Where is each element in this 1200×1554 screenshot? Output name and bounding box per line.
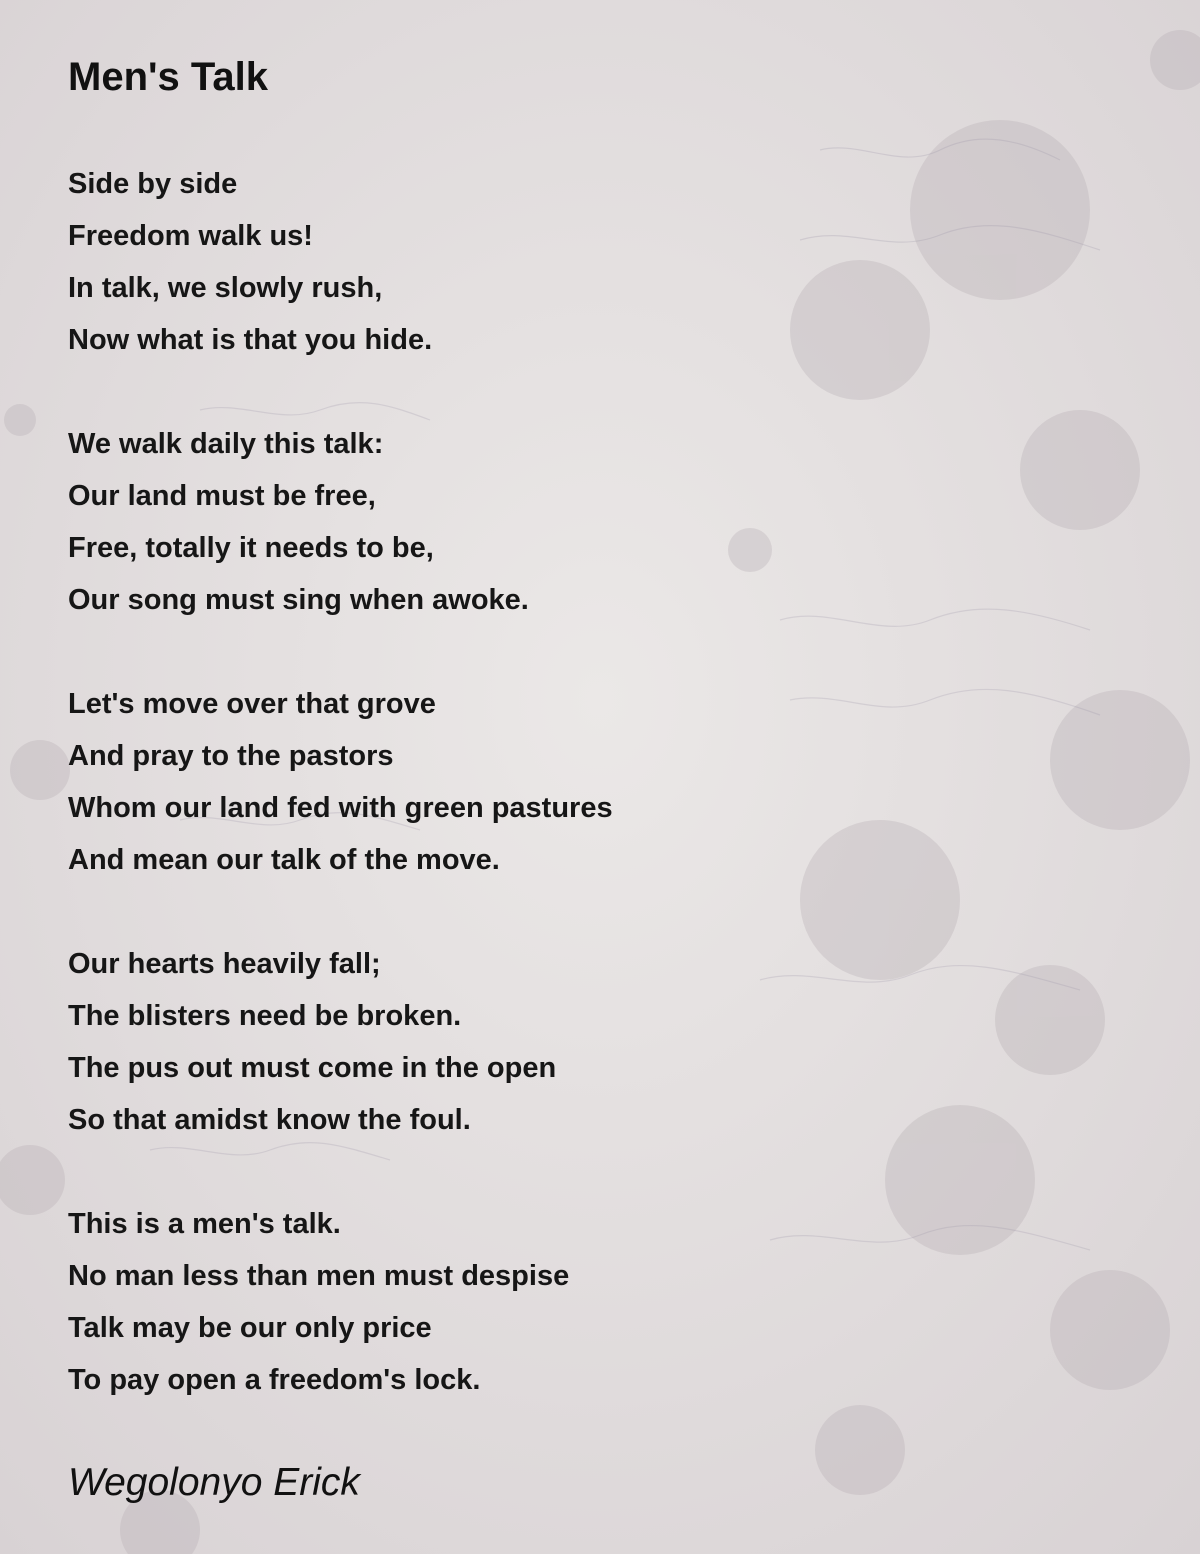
poem-line: The blisters need be broken.: [68, 1000, 462, 1032]
poem-line: Let's move over that grove: [68, 688, 436, 720]
stanza-3: [68, 678, 1148, 886]
poem-line: No man less than men must despise: [68, 1260, 570, 1292]
poem-line: To pay open a freedom's lock.: [68, 1364, 481, 1396]
stanza-5: [68, 1198, 1148, 1406]
poem-line: We walk daily this talk:: [68, 428, 384, 460]
poem-line: The pus out must come in the open: [68, 1052, 557, 1084]
poem-line: Now what is that you hide.: [68, 324, 433, 356]
poem-page: [68, 50, 1148, 1508]
poem-line: Our song must sing when awoke.: [68, 584, 529, 616]
poem-line: Talk may be our only price: [68, 1312, 432, 1344]
poem-body: [68, 158, 1148, 1406]
poem-line: Our land must be free,: [68, 480, 376, 512]
stanza-2: [68, 418, 1148, 626]
poem-line: Free, totally it needs to be,: [68, 532, 434, 564]
poem-line: So that amidst know the foul.: [68, 1104, 471, 1136]
poem-line: Whom our land fed with green pastures: [68, 792, 613, 824]
poem-line: And pray to the pastors: [68, 740, 394, 772]
poem-line: Our hearts heavily fall;: [68, 948, 381, 980]
poem-author: Wegolonyo Erick: [68, 1461, 360, 1504]
poem-title: Men's Talk: [68, 55, 268, 99]
poem-line: This is a men's talk.: [68, 1208, 341, 1240]
poem-line: In talk, we slowly rush,: [68, 272, 383, 304]
poem-line: Freedom walk us!: [68, 220, 313, 252]
stanza-4: [68, 938, 1148, 1146]
stanza-1: [68, 158, 1148, 366]
poem-line: Side by side: [68, 168, 238, 200]
poem-line: And mean our talk of the move.: [68, 844, 500, 876]
